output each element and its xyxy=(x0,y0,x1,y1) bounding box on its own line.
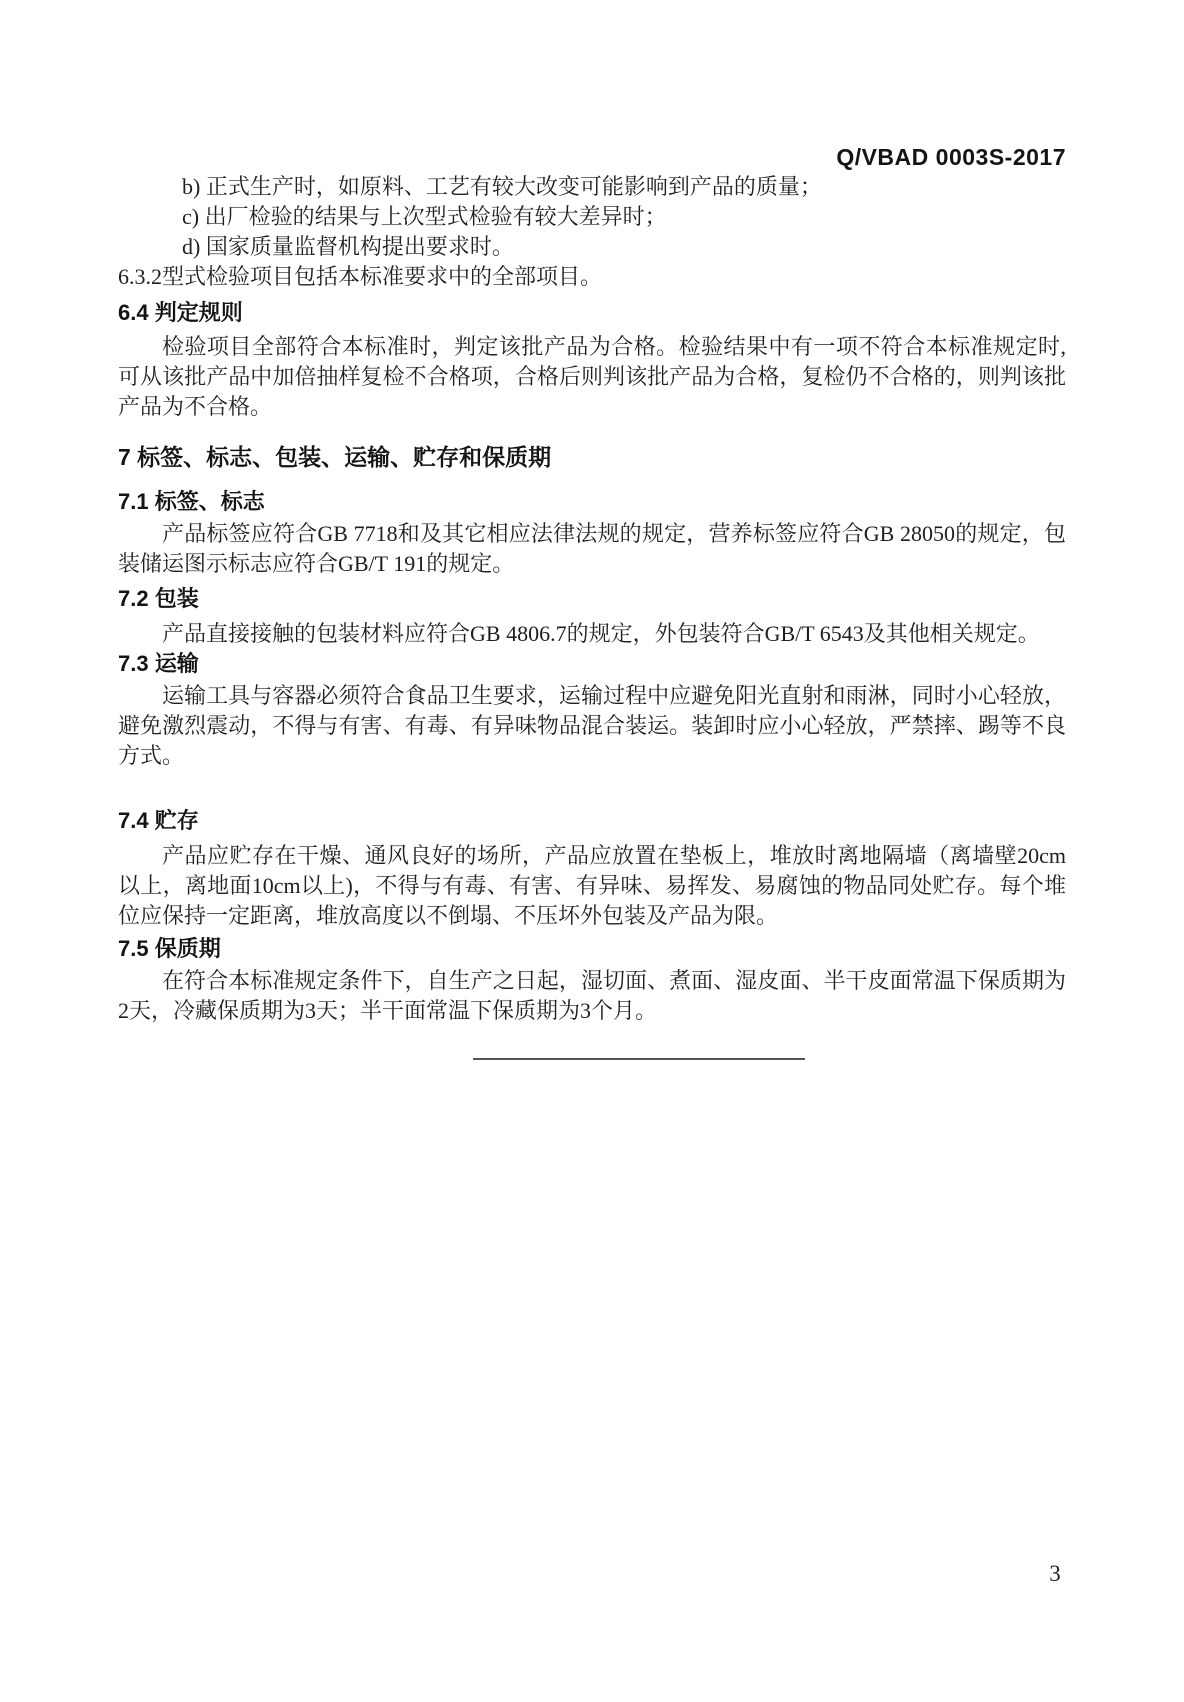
heading-7-2-packaging: 7.2 包装 xyxy=(118,586,199,611)
paragraph-7-2-packaging: 产品直接接触的包装材料应符合GB 4806.7的规定，外包装符合GB/T 6543及其他相关规定。 xyxy=(162,621,1040,646)
heading-7-5-shelf-life: 7.5 保质期 xyxy=(118,936,221,961)
paragraph-7-3-transport: 运输工具与容器必须符合食品卫生要求，运输过程中应避免阳光直射和雨淋，同时小心轻放，避免激烈震动，不得与有害、有毒、有异味物品混合装运。装卸时应小心轻放，严禁摔、踢等不良方式。 xyxy=(118,683,1066,768)
heading-7-3-transport: 7.3 运输 xyxy=(118,651,199,676)
type-inspection-condition-b: b) 正式生产时，如原料、工艺有较大改变可能影响到产品的质量； xyxy=(182,174,822,199)
paragraph-7-1-labels-marks: 产品标签应符合GB 7718和及其它相应法律法规的规定，营养标签应符合GB 28050的规定，包装储运图示标志应符合GB/T 191的规定。 xyxy=(118,521,1066,576)
page-number: 3 xyxy=(1049,1561,1061,1586)
type-inspection-condition-c: c) 出厂检验的结果与上次型式检验有较大差异时； xyxy=(182,204,667,229)
heading-6-4-judgment-rules: 6.4 判定规则 xyxy=(118,300,243,325)
heading-7-1-labels-marks: 7.1 标签、标志 xyxy=(118,489,265,514)
paragraph-6-4-judgment-rules: 检验项目全部符合本标准时，判定该批产品为合格。检验结果中有一项不符合本标准规定时,可从该批产品中加倍抽样复检不合格项，合格后则判该批产品为合格，复检仍不合格的，则判该批产品为不合格。 xyxy=(118,334,1066,419)
heading-7-chapter: 7 标签、标志、包装、运输、贮存和保质期 xyxy=(118,444,552,470)
heading-7-4-storage: 7.4 贮存 xyxy=(118,808,199,833)
type-inspection-condition-d: d) 国家质量监督机构提出要求时。 xyxy=(182,234,514,259)
clause-6-3-2: 6.3.2型式检验项目包括本标准要求中的全部项目。 xyxy=(118,264,603,289)
standard-number-header: Q/VBAD 0003S-2017 xyxy=(836,144,1066,170)
end-of-document-rule xyxy=(473,1058,805,1060)
page-content xyxy=(118,142,1066,1060)
paragraph-7-5-shelf-life: 在符合本标准规定条件下，自生产之日起，湿切面、煮面、湿皮面、半干皮面常温下保质期为2天，冷藏保质期为3天；半干面常温下保质期为3个月。 xyxy=(118,968,1066,1023)
paragraph-7-4-storage: 产品应贮存在干燥、通风良好的场所，产品应放置在垫板上，堆放时离地隔墙（离墙壁20cm以上，离地面10cm以上)，不得与有毒、有害、有异味、易挥发、易腐蚀的物品同处贮存。每个堆位应保持一定距离，堆放高度以不倒塌、不压坏外包装及产品为限。 xyxy=(118,843,1066,928)
